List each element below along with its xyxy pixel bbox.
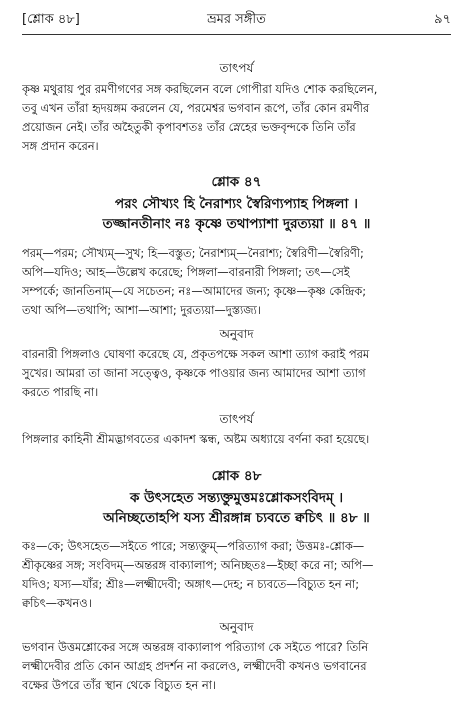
synonyms-line: পরম্—পরম; সৌখ্যম্—সুখ; হি—বস্তুত; নৈরাশ্যম্—নৈরাশ্য; স্বৈরিণী—স্বৈরিণী; bbox=[22, 246, 364, 260]
verse-48-synonyms bbox=[22, 537, 451, 613]
page-header bbox=[22, 10, 451, 30]
purport-paragraph-1 bbox=[22, 80, 451, 156]
verse-48-translation-heading: অনুবাদ bbox=[219, 620, 254, 634]
header-verse-ref: [শ্লোক ৪৮] bbox=[22, 12, 80, 27]
paragraph-line: কৃষ্ণ মথুরায় পুর রমণীগণের সঙ্গ করছিলেন বলে গোপীরা যদিও শোক করছিলেন, bbox=[22, 82, 378, 96]
paragraph-line: তবু এখন তাঁরা হৃদয়ঙ্গম করলেন যে, পরমেশ্বর ভগবান রূপে, তাঁর কোন রমণীর bbox=[22, 101, 370, 115]
verse-47-text bbox=[22, 194, 451, 234]
verse-47-title: শ্লোক ৪৭ bbox=[211, 174, 262, 190]
paragraph-line: সঙ্গ প্রদান করেন। bbox=[22, 139, 99, 153]
translation-line: বক্ষের উপরে তাঁর স্থান থেকে বিচ্যুত হন না। bbox=[22, 678, 217, 692]
verse-line: ক উৎসহেত সন্ত্যক্তুমুত্তমঃশ্লোকসংবিদম্ । bbox=[129, 490, 344, 506]
translation-line: লক্ষ্মীদেবীর প্রতি কোন আগ্রহ প্রদর্শন না করলেও, লক্ষ্মীদেবী কখনও ভগবানের bbox=[22, 659, 367, 673]
translation-line: করতে পারছি না। bbox=[22, 385, 99, 399]
translation-line: সুখের। আমরা তা জানা সত্ত্বেও, কৃষ্ণকে পাওয়ার জন্য আমাদের আশা ত্যাগ bbox=[22, 366, 366, 380]
verse-47-translation-heading: অনুবাদ bbox=[219, 327, 254, 341]
verse-47-translation bbox=[22, 345, 451, 402]
purport-heading-1: তাৎপর্য bbox=[219, 61, 254, 75]
verse-47-purport-heading: তাৎপর্য bbox=[219, 412, 254, 426]
paragraph-line: প্রয়োজন নেই। তাঁর অহৈতুকী কৃপাবশতঃ তাঁর স্নেহের ভক্তবৃন্দকে তিনি তাঁর bbox=[22, 120, 356, 134]
synonyms-line: যদিও; যস্য—যাঁর; শ্রীঃ—লক্ষ্মীদেবী; অঙ্গাৎ—দেহ; ন চ্যবতে—বিচ্যুত হন না; bbox=[22, 577, 360, 591]
synonyms-line: সম্পর্কে; জানতিনাম্—যে সচেতন; নঃ—আমাদের জন্য; কৃষ্ণে—কৃষ্ণ কেন্দ্রিক; bbox=[22, 284, 367, 298]
synonyms-line: শ্রীকৃষ্ণের সঙ্গ; সংবিদম্—অন্তরঙ্গ বাক্যালাপ; অনিচ্ছতঃ—ইচ্ছা করে না; অপি— bbox=[22, 558, 374, 572]
translation-line: বারনারী পিঙ্গলাও ঘোষণা করেছে যে, প্রকৃতপক্ষে সকল আশা ত্যাগ করাই পরম bbox=[22, 347, 370, 361]
verse-line: অনিচ্ছতোহপি যস্য শ্রীরঙ্গান্ন চ্যবতে ক্বচিৎ ॥ ৪৮ ॥ bbox=[103, 510, 370, 526]
verse-line: তজ্জানতীনাং নঃ কৃষ্ণে তথাপ্যাশা দুরত্যয়া ॥ ৪৭ ॥ bbox=[102, 216, 371, 232]
verse-47-purport bbox=[22, 430, 451, 449]
synonyms-line: তথা অপি—তথাপি; আশা—আশা; দুরত্যয়া—দুস্ত্যজ্য। bbox=[22, 303, 261, 317]
synonyms-line: কঃ—কে; উৎসহেত—সইতে পারে; সন্ত্যক্তুম্—পরিত্যাগ করা; উত্তমঃ-শ্লোক— bbox=[22, 539, 365, 553]
synonyms-line: ক্বচিৎ—কখনও। bbox=[22, 596, 92, 610]
verse-48-title: শ্লোক ৪৮ bbox=[211, 468, 262, 484]
purport-line: পিঙ্গলার কাহিনী শ্রীমদ্ভাগবতের একাদশ স্কন্ধ, অষ্টম অধ্যায়ে বর্ণনা করা হয়েছে। bbox=[22, 432, 370, 446]
verse-48-text bbox=[22, 488, 451, 528]
header-rule bbox=[22, 34, 451, 35]
verse-48-translation bbox=[22, 638, 451, 695]
verse-line: পরং সৌখ্যং হি নৈরাশ্যং স্বৈরিণ্যপ্যাহ পিঙ্গলা । bbox=[115, 196, 358, 212]
verse-47-synonyms bbox=[22, 244, 451, 320]
header-chapter-title: ভ্রমর সঙ্গীত bbox=[207, 12, 266, 27]
header-page-number: ৯৭ bbox=[434, 12, 451, 27]
synonyms-line: অপি—যদিও; আহ—উল্লেখ করেছে; পিঙ্গলা—বারনারী পিঙ্গলা; তৎ—সেই bbox=[22, 265, 350, 279]
translation-line: ভগবান উত্তমশ্লোকের সঙ্গে অন্তরঙ্গ বাক্যালাপ পরিত্যাগ কে সইতে পারে? তিনি bbox=[22, 640, 369, 654]
